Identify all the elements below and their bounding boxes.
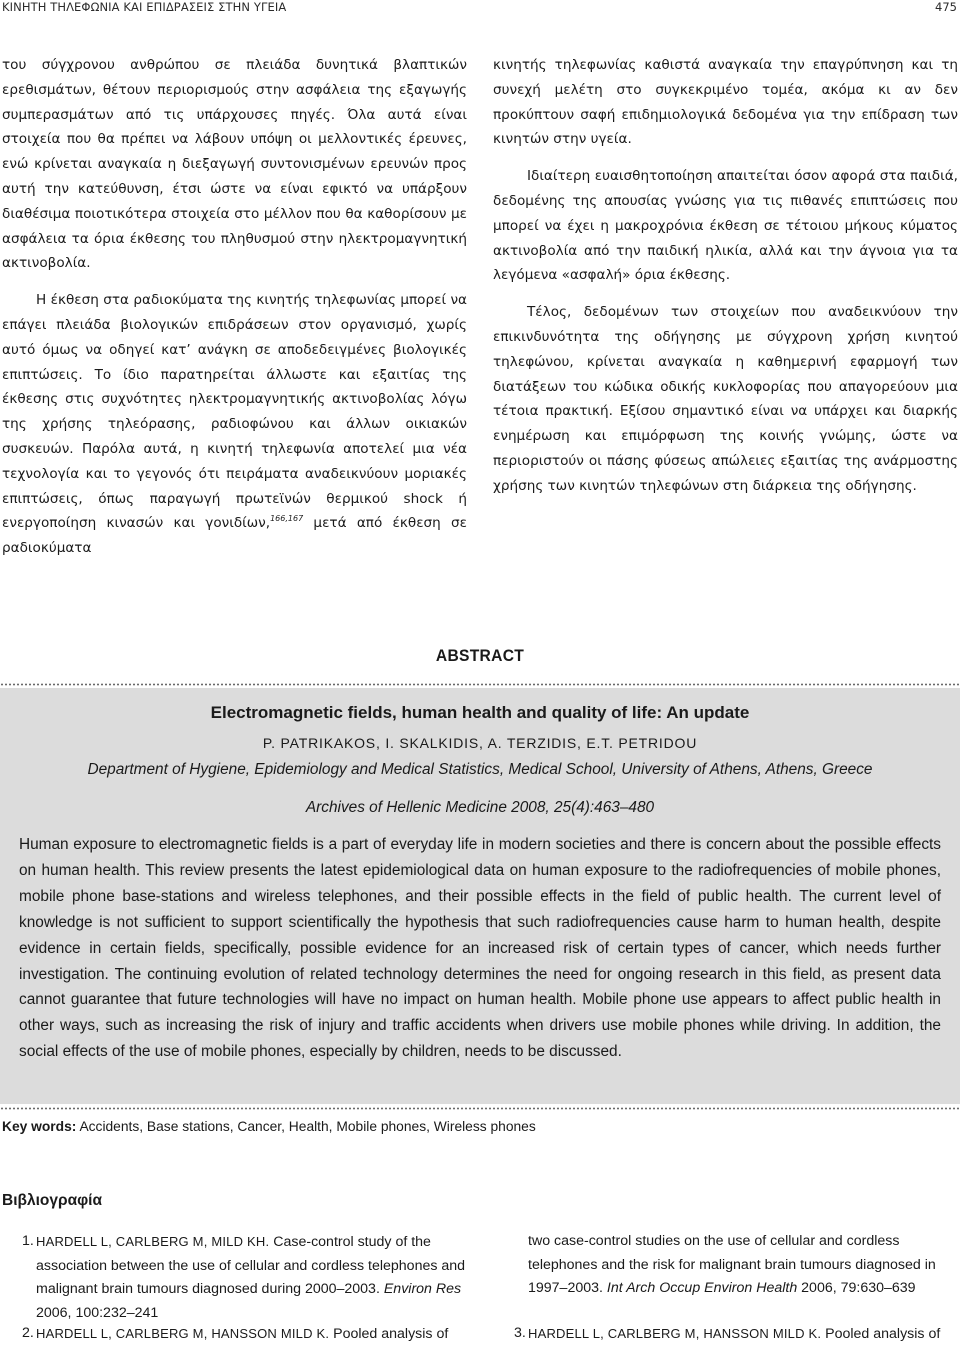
- reference-item: [22, 1322, 482, 1347]
- abstract-title: Electromagnetic fields, human health and quality of life: An update: [210, 703, 750, 722]
- paragraph: Ιδιαίτερη ευαισθητοποίηση απαιτείται όσον αφορά στα παιδιά, δεδομένης της απουσίας γνώσης για τις πιθανές επιπτώσεις που μπορεί να έχει η μακροχρόνια έκθεση σε τέτοιου μήκους κύματος ακτινοβολία από την παιδική ηλικία, αλλά και την άγνοια για τα λεγόμενα «ασφαλή» όρια έκθεσης.: [493, 168, 958, 284]
- dotted-divider: [0, 1107, 960, 1110]
- body-column-left: [2, 53, 467, 561]
- page-number: 475: [935, 0, 957, 14]
- reference-item: [514, 1322, 960, 1347]
- paragraph: κινητής τηλεφωνίας καθιστά αναγκαία την επαγρύπνηση και τη συνεχή μελέτη στο συγκεκριμένο τομέα, ακόμα κι αν δεν προκύπτουν σαφή επιδημιολογικά δεδομένα για την επίδραση των κινητών στην υγεία.: [493, 57, 958, 148]
- abstract-citation: Archives of Hellenic Medicine 2008, 25(4):463–480: [305, 799, 655, 816]
- reference-text: Case-control study of the association between the use of cellular and cordless telephones and malignant brain tumours diagnosed during 2000–2003.: [36, 1234, 466, 1298]
- paragraph-text: μετά από έκθεση σε ραδιοκύματα: [2, 515, 467, 557]
- reference-tail: 2006, 79:630–639: [797, 1280, 916, 1297]
- running-header: [0, 0, 960, 14]
- paragraph-text: Η έκθεση στα ραδιοκύματα της κινητής τηλεφωνίας μπορεί να επάγει πλειάδα βιολογικών επιδράσεων στον οργανισμό, χωρίς αυτό όμως να οδηγεί κατ’ ανάγκη σε αποδεδειγμένες βιολογικές επιπτώσεις. Το ίδιο παρατηρείται άλλωστε και εξαιτίας της έκθεσης στις συχνότητες ηλεκτρομαγνητικής ακτινοβολίας λόγω της χρήσης τηλεόρασης, ραδιοφώνου και άλλων οικιακών συσκευών. Παρόλα αυτά, η κινητή τηλεφωνία αποτελεί μια νέα τεχνολογία και το γεγονός ότι πειράματα αναδεικνύουν μοριακές επιπτώσεις, όπως παραγωγή πρωτεϊνών θερμικού shock ή ενεργοποίηση κινασών και γονιδίων,: [2, 292, 467, 532]
- reference-text: Pooled analysis of: [821, 1326, 941, 1342]
- abstract-authors: P. PATRIKAKOS, I. SKALKIDIS, A. TERZIDIS, E.T. PETRIDOU: [262, 735, 698, 751]
- reference-number: 3.: [514, 1325, 526, 1341]
- keywords-label: Key words:: [2, 1119, 77, 1134]
- reference-item: [22, 1230, 467, 1325]
- keywords-list: Accidents, Base stations, Cancer, Health, Mobile phones, Wireless phones: [76, 1119, 536, 1134]
- bibliography-heading: Βιβλιογραφία: [2, 1192, 103, 1209]
- citation-superscript: 166,167: [270, 514, 304, 524]
- abstract-heading: ABSTRACT: [435, 646, 525, 665]
- dotted-divider: [0, 683, 960, 686]
- reference-authors: HARDELL L, CARLBERG M, HANSSON MILD K.: [36, 1326, 330, 1341]
- abstract-body: Human exposure to electromagnetic fields is a part of everyday life in modern societies and there is concern about the possible effects on human health. This review presents the latest epidemiological data on human exposure to the radiofrequencies of mobile phones, mobile phone base-stations and wireless telephones, and their possible effects in the field of public health. The current level of knowledge is not sufficient to support scientifically the hypothesis that such radiofrequencies cause harm to human health, despite evidence in certain fields, specifically, possible evidence for an increased risk of certain types of cancer, which needs further investigation. The continuing evolution of related technology determines the need for ongoing research in this field, as present data cannot guarantee that future technologies will have no impact on human health. Mobile phone use appears to affect public health in other ways, such as increasing the risk of injury and traffic accidents when drivers use mobile phones while driving. In addition, the social effects of the use of mobile phones, especially by children, needs to be discussed.: [19, 836, 941, 1061]
- reference-text: two case-control studies on the use of cellular and cordless telephones and the risk for malignant brain tumours diagnosed in 1997–2003.: [528, 1233, 936, 1297]
- running-title: ΚΙΝΗΤΗ ΤΗΛΕΦΩΝΙΑ ΚΑΙ ΕΠΙΔΡΑΣΕΙΣ ΣΤΗΝ ΥΓΕΙΑ: [2, 0, 287, 14]
- reference-item-continued: [528, 1230, 959, 1301]
- reference-journal: Environ Res: [383, 1281, 462, 1298]
- paragraph: Τέλος, δεδομένων των στοιχείων που αναδεικνύουν την επικινδυνότητα της οδήγησης με σύγχρονη χρήση κινητού τηλεφώνου, κρίνεται αναγκαία η καθημερινή εφαρμογή των διατάξεων του κώδικα οδικής κυκλοφορίας που απαγορεύουν μια τέτοια πρακτική. Εξίσου σημαντικό είναι να υπάρχει και διαρκής ενημέρωση και επιμόρφωση της κοινής γνώμης, ώστε να περιοριστούν οι πάσης φύσεως απώλειες εξαιτίας της ανάρμοστης χρήσης των κινητών τηλεφώνων στη διάρκεια της οδήγησης.: [493, 304, 958, 494]
- reference-number: 1.: [22, 1233, 34, 1249]
- reference-number: 2.: [22, 1325, 34, 1341]
- abstract-affiliation: Department of Hygiene, Epidemiology and Medical Statistics, Medical School, University of Athens, Athens, Greece: [87, 761, 873, 778]
- paragraph: [2, 288, 467, 561]
- reference-authors: HARDELL L, CARLBERG M, MILD KH.: [36, 1234, 270, 1249]
- reference-journal: Int Arch Occup Environ Health: [606, 1280, 798, 1297]
- body-column-right: [493, 53, 958, 499]
- reference-tail: 2006, 100:232–241: [36, 1304, 159, 1321]
- keywords: [2, 1118, 952, 1136]
- reference-authors: HARDELL L, CARLBERG M, HANSSON MILD K.: [528, 1326, 822, 1341]
- paragraph: του σύγχρονου ανθρώπου σε πλειάδα δυνητικά βλαπτικών ερεθισμάτων, θέτουν περιορισμούς στην ασφάλεια της εξαγωγής συμπερασμάτων από τις υπάρχουσες πηγές. Όλα αυτά είναι στοιχεία που θα πρέπει να λάβουν υπόψη οι μελλοντικές έρευνες, ενώ κρίνεται αναγκαία η διεξαγωγή συντονισμένων ερευνών προς αυτή την κατεύθυνση, έτσι ώστε να είναι εφικτό να υπάρξουν διαθέσιμα ποιοτικότερα στοιχεία στο μέλλον που θα καθορίσουν με ασφάλεια τα όρια έκθεσης του πληθυσμού στην ηλεκτρομαγνητική ακτινοβολία.: [2, 57, 467, 272]
- reference-text: Pooled analysis of: [329, 1326, 449, 1342]
